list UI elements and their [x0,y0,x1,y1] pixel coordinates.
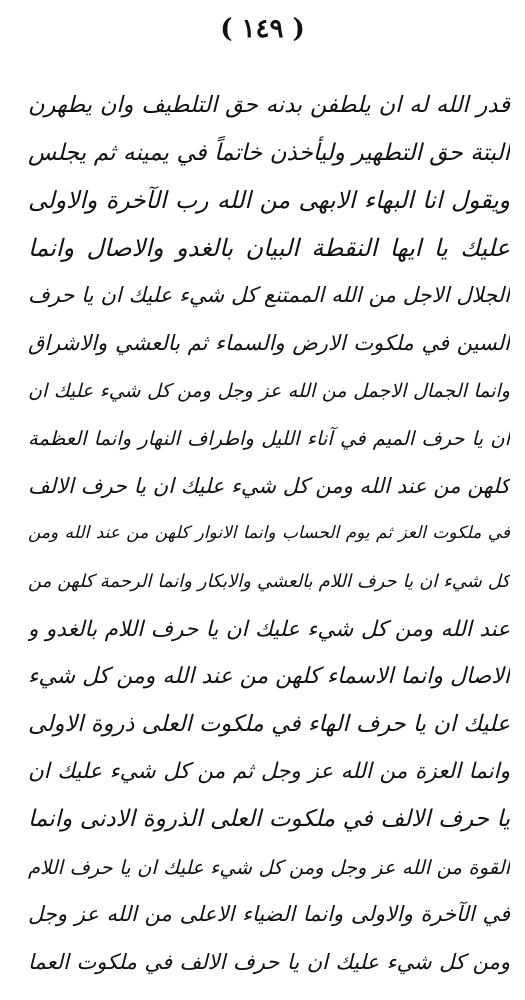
text-line: عليك ان يا حرف الهاء في ملكوت العلى ذروة الاولى [28,710,510,737]
text-line: وانما الجمال الاجمل من الله عز وجل ومن كل شيء عليك ان [28,379,510,402]
text-line: الجلال الاجل من الله الممتنع كل شيء عليك ان يا حرف [28,283,510,308]
text-line: في ملكوت العز ثم يوم الحساب وانما الانوار كلهن من عند الله ومن [28,523,510,544]
text-line: قدر الله له ان يلطفن بدنه حق التلطيف وان يطهرن [28,92,510,118]
text-line: في الآخرة والاولى وانما الضياء الاعلى من الله عز وجل [28,902,510,927]
text-line: عليك يا ايها النقطة البيان بالغدو والاصال وانما [28,233,510,262]
manuscript-text-block [28,82,510,986]
text-line: عند الله ومن كل شيء عليك ان يا حرف اللام بالغدو و [28,616,510,642]
text-line: الاصال وانما الاسماء كلهن من عند الله ومن كل شيء [28,664,510,690]
text-line: كل شيء ان يا حرف اللام بالعشي والابكار وانما الرحمة كلهن من [28,570,510,592]
page-number: ( ١٤٩ ) [220,14,305,44]
text-line: القوة من الله عز وجل ومن كل شيء عليك ان يا حرف اللام [28,855,510,879]
text-line: كلهن من عند الله ومن كل شيء عليك ان يا حرف الالف [28,473,510,498]
text-line: يا حرف الالف في ملكوت العلى الذروة الادنى وانما [28,805,510,832]
text-line: السين في ملكوت الارض والسماء ثم بالعشي والاشراق [28,330,510,355]
text-line: وانما العزة من الله عز وجل ثم من كل شيء عليك ان [28,759,510,785]
text-line: ويقول انا البهاء الابهى من الله رب الآخرة والاولى [28,186,510,215]
text-line: ان يا حرف الميم في آناء الليل واطراف النهار وانما العظمة [28,427,510,451]
text-line: ومن كل شيء عليك ان يا حرف الالف في ملكوت العما [28,949,510,974]
text-line: البتة حق التطهير وليأخذن خاتماً في يمينه ثم يجلس [28,139,510,166]
